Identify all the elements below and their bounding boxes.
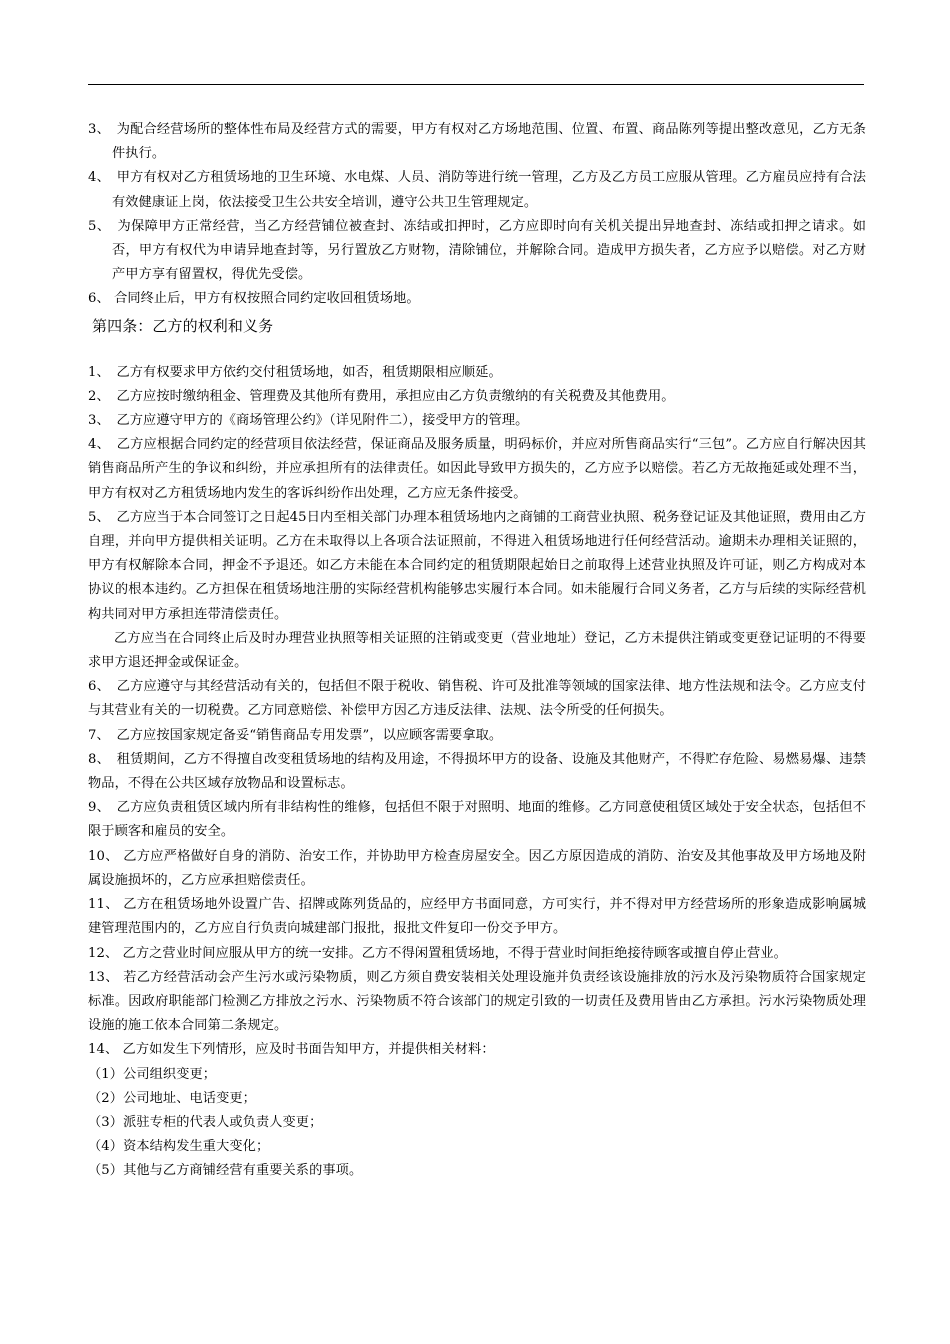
clause-3-3: 3、 为配合经营场所的整体性布局及经营方式的需要，甲方有权对乙方场地范围、位置、布置、商品陈列等提出整改意见，乙方无条件执行。 <box>88 122 866 162</box>
notify-case-5: （5）其他与乙方商铺经营有重要关系的事项。 <box>88 1163 363 1179</box>
clause-3-4: 4、 甲方有权对乙方租赁场地的卫生环境、水电煤、人员、消防等进行统一管理，乙方及乙方员工应服从管理。乙方雇员应持有合法有效健康证上岗，依法接受卫生公共安全培训，遵守公共卫生管理规定。 <box>88 170 866 210</box>
clause-4-11: 11、 乙方在租赁场地外设置广告、招牌或陈列货品的，应经甲方书面同意，方可实行，并不得对甲方经营场所的形象造成影响属城建管理范围内的，乙方应自行负责向城建部门报批，报批文件复印一份交予甲方。 <box>88 897 866 937</box>
clause-4-1: 1、 乙方有权要求甲方依约交付租赁场地，如否，租赁期限相应顺延。 <box>88 364 502 380</box>
notify-case-2: （2）公司地址、电话变更； <box>88 1090 256 1106</box>
header-rule <box>88 84 864 85</box>
clause-4-10: 10、 乙方应严格做好自身的消防、治安工作，并协助甲方检查房屋安全。因乙方原因造成的消防、治安及其他事故及甲方场地及附属设施损坏的，乙方应承担赔偿责任。 <box>88 848 866 888</box>
section-heading: 第四条：乙方的权利和义务 <box>92 316 274 335</box>
spacer <box>88 339 866 361</box>
clause-3-6: 6、 合同终止后，甲方有权按照合同约定收回租赁场地。 <box>88 291 420 307</box>
notify-case-3: （3）派驻专柜的代表人或负责人变更； <box>88 1114 323 1130</box>
clause-3-5: 5、 为保障甲方正常经营，当乙方经营铺位被查封、冻结或扣押时，乙方应即时向有关机关提出异地查封、冻结或扣押之请求。如否，甲方有权代为申请异地查封等，另行置放乙方财物，清除铺位，并解除合同。造成甲方损失者，乙方应予以赔偿。对乙方财产甲方享有留置权，得优先受偿。 <box>88 218 866 283</box>
clause-4-3: 3、 乙方应遵守甲方的《商场管理公约》（详见附件二），接受甲方的管理。 <box>88 413 529 429</box>
clause-4-9: 9、 乙方应负责租赁区域内所有非结构性的维修，包括但不限于对照明、地面的维修。乙方同意使租赁区域处于安全状态，包括但不限于顾客和雇员的安全。 <box>88 800 866 840</box>
contract-body <box>88 118 866 1184</box>
clause-4-2: 2、 乙方应按时缴纳租金、管理费及其他所有费用，承担应由乙方负责缴纳的有关税费及其他费用。 <box>88 388 675 404</box>
clause-4-8: 8、 租赁期间，乙方不得擅自改变租赁场地的结构及用途，不得损坏甲方的设备、设施及其他财产，不得贮存危险、易燃易爆、违禁物品，不得在公共区域存放物品和设置标志。 <box>88 751 866 792</box>
clause-4-5-continued: 乙方应当在合同终止后及时办理营业执照等相关证照的注销或变更（营业地址）登记，乙方未提供注销或变更登记证明的不得要求甲方退还押金或保证金。 <box>88 630 866 671</box>
notify-case-4: （4）资本结构发生重大变化； <box>88 1139 270 1155</box>
notify-case-1: （1）公司组织变更； <box>88 1066 217 1082</box>
clause-4-14: 14、 乙方如发生下列情形，应及时书面告知甲方，并提供相关材料： <box>88 1042 495 1058</box>
clause-4-4: 4、 乙方应根据合同约定的经营项目依法经营，保证商品及服务质量，明码标价，并应对所售商品实行“三包”。乙方应自行解决因其销售商品所产生的争议和纠纷，并应承担所有的法律责任。如因此导致甲方损失的，乙方应予以赔偿。若乙方无故拖延或处理不当，甲方有权对乙方租赁场地内发生的客诉纠纷作出处理，乙方应无条件接受。 <box>88 437 866 501</box>
clause-4-6: 6、 乙方应遵守与其经营活动有关的，包括但不限于税收、销售税、许可及批准等领域的国家法律、地方性法规和法令。乙方应支付与其营业有关的一切税费。乙方同意赔偿、补偿甲方因乙方违反法律、法规、法令所受的任何损失。 <box>88 679 866 719</box>
clause-4-13: 13、 若乙方经营活动会产生污水或污染物质，则乙方须自费安装相关处理设施并负责经该设施排放的污水及污染物质符合国家规定标准。因政府职能部门检测乙方排放之污水、污染物质不符合该部门的规定引致的一切责任及费用皆由乙方承担。污水污染物质处理设施的施工依本合同第二条规定。 <box>88 969 866 1034</box>
clause-4-12: 12、 乙方之营业时间应服从甲方的统一安排。乙方不得闲置租赁场地，不得于营业时间拒绝接待顾客或擅自停止营业。 <box>88 945 787 961</box>
clause-4-5: 5、 乙方应当于本合同签订之日起45日内至相关部门办理本租赁场地内之商铺的工商营业执照、税务登记证及其他证照，费用由乙方自理，并向甲方提供相关证明。乙方在未取得以上各项合法证照前，不得进入租赁场地进行任何经营活动。逾期未办理相关证照的，甲方有权解除本合同，押金不予退还。如乙方未能在本合同约定的租赁期限起始日之前取得上述营业执照及许可证，则乙方构成对本协议的根本违约。乙方担保在租赁场地注册的实际经营机构能够忠实履行本合同。如未能履行合同义务者，乙方与后续的实际经营机构共同对甲方承担连带清偿责任。 <box>88 509 866 622</box>
clause-4-7: 7、 乙方应按国家规定备妥“销售商品专用发票”，以应顾客需要拿取。 <box>88 727 503 743</box>
